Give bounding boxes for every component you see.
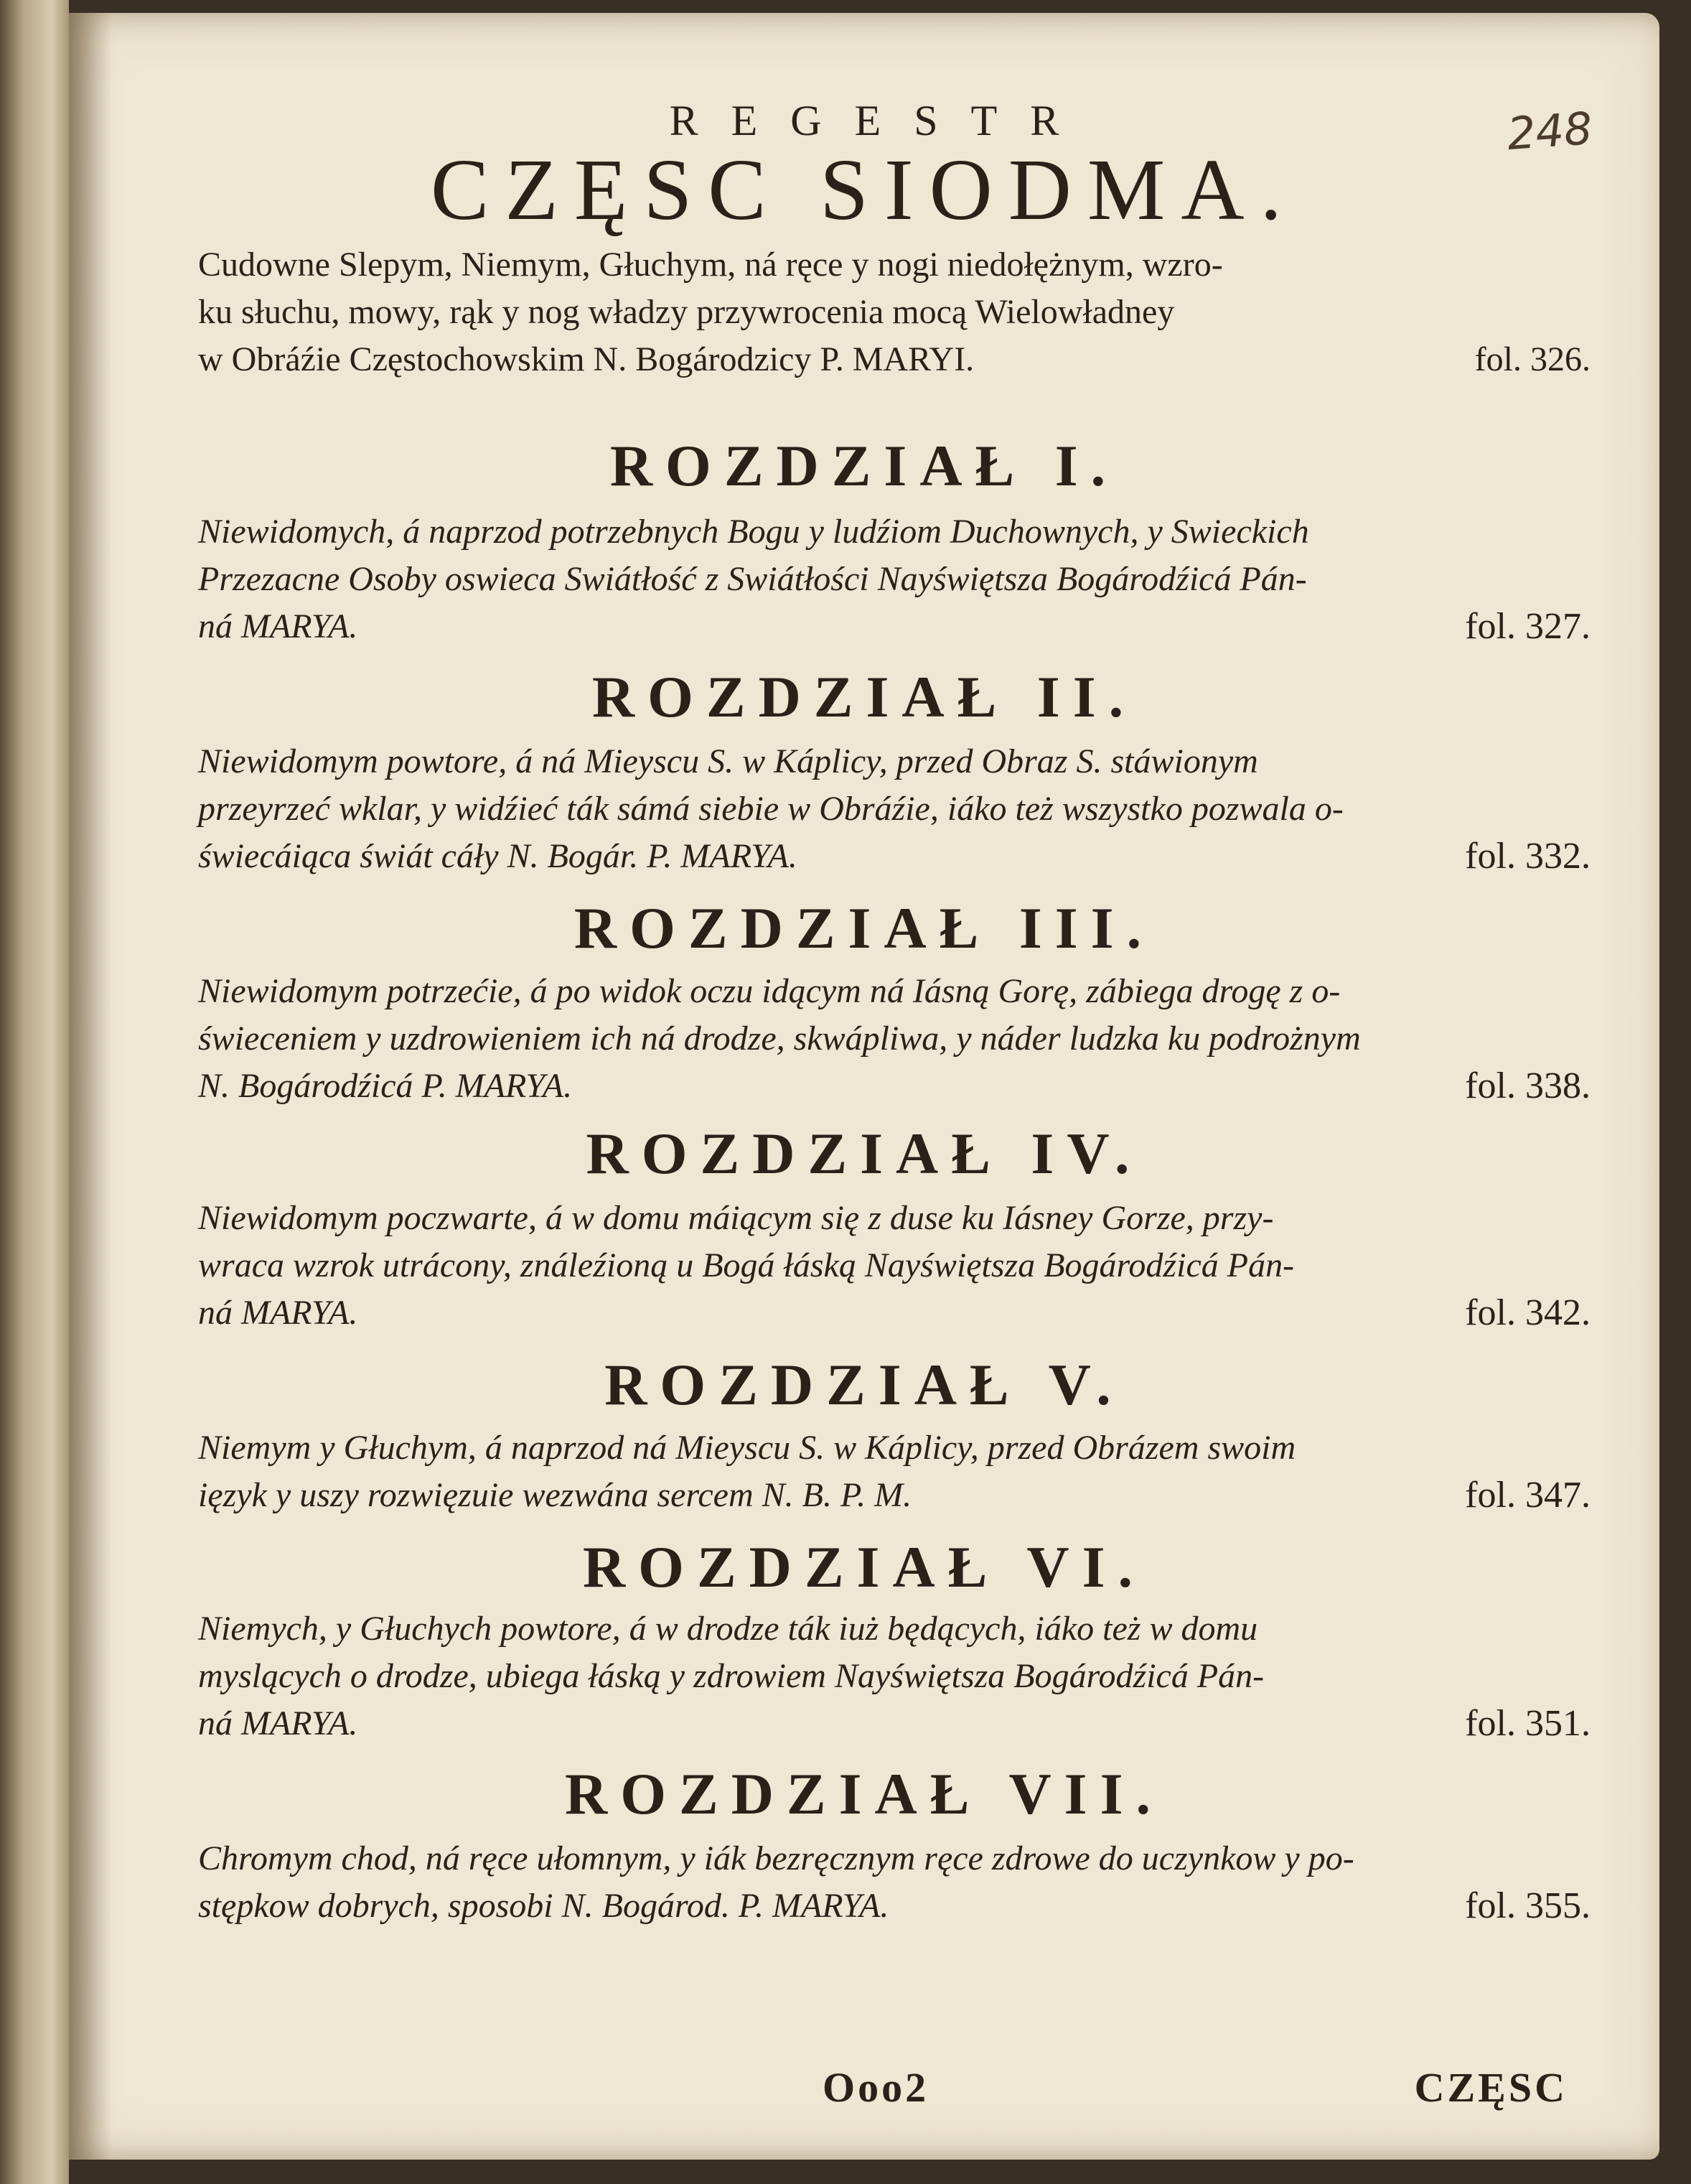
chapter-line [198,833,1591,880]
part-summary [198,241,1591,383]
chapter-line [198,785,1591,833]
folio-reference: fol. 338. [1465,1065,1591,1106]
chapter-summary [198,1195,1591,1337]
signature-mark: Ooo2 [823,2064,929,2111]
chapter-heading: ROZDZIAŁ VI. [582,1534,1146,1600]
chapter-line [198,1835,1591,1882]
chapter-text: Niemym y Głuchym, á naprzod ná Mieyscu S. w Káplicy, przed Obrázem swoim [198,1429,1296,1467]
chapter-line [198,1289,1591,1337]
running-header: REGESTR [669,97,1092,144]
chapter-text: ná MARYA. [198,607,358,645]
summary-text: Cudowne Slepym, Niemym, Głuchym, ná ręce y nogi niedołężnym, wzro- [198,246,1223,284]
chapter-line [198,1700,1591,1747]
folio-reference: fol. 327. [1465,606,1591,647]
chapter-text: Niewidomym potrzećie, á po widok oczu idącym ná Iásną Gorę, zábiega drogę z o- [198,972,1341,1010]
chapter-summary [198,1424,1591,1519]
chapter-line [198,968,1591,1015]
chapter-line [198,603,1591,650]
chapter-text: Przezacne Osoby oswieca Swiátłość z Swiátłości Nayświętsza Bogárodźicá Pán- [198,560,1307,598]
page-gutter-shadow [69,13,112,2160]
folio-reference: fol. 326. [1474,340,1591,378]
chapter-text: Chromym chod, ná ręce ułomnym, y iák bezręcznym ręce zdrowe do uczynkow y po- [198,1839,1354,1877]
chapter-text: myslących o drodze, ubiega łáską y zdrowiem Nayświętsza Bogárodźicá Pán- [198,1657,1265,1695]
chapter-text: świecáiąca świát cáły N. Bogár. P. MARYA. [198,837,797,875]
folio-reference: fol. 342. [1465,1292,1591,1333]
folio-reference: fol. 355. [1465,1885,1591,1926]
folio-reference: fol. 347. [1465,1475,1591,1516]
chapter-line [198,1882,1591,1930]
chapter-heading: ROZDZIAŁ VII. [565,1761,1163,1826]
chapter-text: stępkow dobrych, sposobi N. Bogárod. P. MARYA. [198,1887,889,1925]
summary-text: ku słuchu, mowy, rąk y nog władzy przywrocenia mocą Wielowładney [198,293,1175,331]
chapter-heading: ROZDZIAŁ V. [604,1352,1124,1417]
summary-line [198,289,1591,336]
chapter-heading: ROZDZIAŁ IV. [586,1121,1143,1186]
book-page [69,13,1659,2160]
chapter-line [198,1424,1591,1472]
chapter-line [198,508,1591,556]
chapter-text: N. Bogárodźicá P. MARYA. [198,1067,573,1105]
chapter-line [198,738,1591,785]
chapter-text: Niewidomym poczwarte, á w domu máiącym się z duse ku Iásney Gorze, przy- [198,1199,1274,1237]
chapter-summary [198,738,1591,880]
chapter-heading: ROZDZIAŁ I. [609,433,1119,498]
chapter-line [198,1063,1591,1110]
chapter-text: Niewidomym powtore, á ná Mieyscu S. w Káplicy, przed Obraz S. stáwionym [198,742,1258,780]
summary-line [198,241,1591,289]
chapter-line [198,1653,1591,1700]
chapter-text: Niewidomych, á naprzod potrzebnych Bogu y ludźiom Duchownych, y Swieckich [198,513,1309,551]
chapter-line [198,1605,1591,1653]
summary-text: w Obráźie Częstochowskim N. Bogárodzicy P. MARYI. [198,340,975,378]
chapter-text: świeceniem y uzdrowieniem ich ná drodze, skwápliwa, y náder ludzka ku podrożnym [198,1019,1361,1058]
chapter-line [198,1472,1591,1519]
chapter-text: przeyrzeć wklar, y widźieć ták sámá siebie w Obráźie, iáko też wszystko pozwala o- [198,790,1344,828]
chapter-summary [198,1605,1591,1747]
previous-page-edge [0,0,69,2184]
chapter-text: ná MARYA. [198,1704,358,1742]
folio-reference: fol. 351. [1465,1703,1591,1744]
chapter-text: ná MARYA. [198,1294,358,1332]
part-title: CZĘSC SIODMA. [431,141,1298,238]
handwritten-page-number: 248 [1505,101,1594,161]
chapter-line [198,556,1591,603]
summary-line [198,336,1591,383]
chapter-summary [198,1835,1591,1930]
chapter-heading: ROZDZIAŁ III. [573,895,1155,961]
chapter-text: ięzyk y uszy rozwięzuie wezwána sercem N. B. P. M. [198,1476,912,1514]
chapter-heading: ROZDZIAŁ II. [591,664,1137,729]
catchword: CZĘSC [1414,2064,1568,2111]
chapter-text: Niemych, y Głuchych powtore, á w drodze ták iuż będących, iáko też w domu [198,1610,1258,1648]
chapter-summary [198,508,1591,650]
chapter-text: wraca wzrok utrácony, ználeźioną u Bogá łáską Nayświętsza Bogárodźicá Pán- [198,1246,1295,1284]
chapter-summary [198,968,1591,1110]
chapter-line [198,1242,1591,1289]
folio-reference: fol. 332. [1465,836,1591,877]
chapter-line [198,1195,1591,1242]
chapter-line [198,1015,1591,1063]
